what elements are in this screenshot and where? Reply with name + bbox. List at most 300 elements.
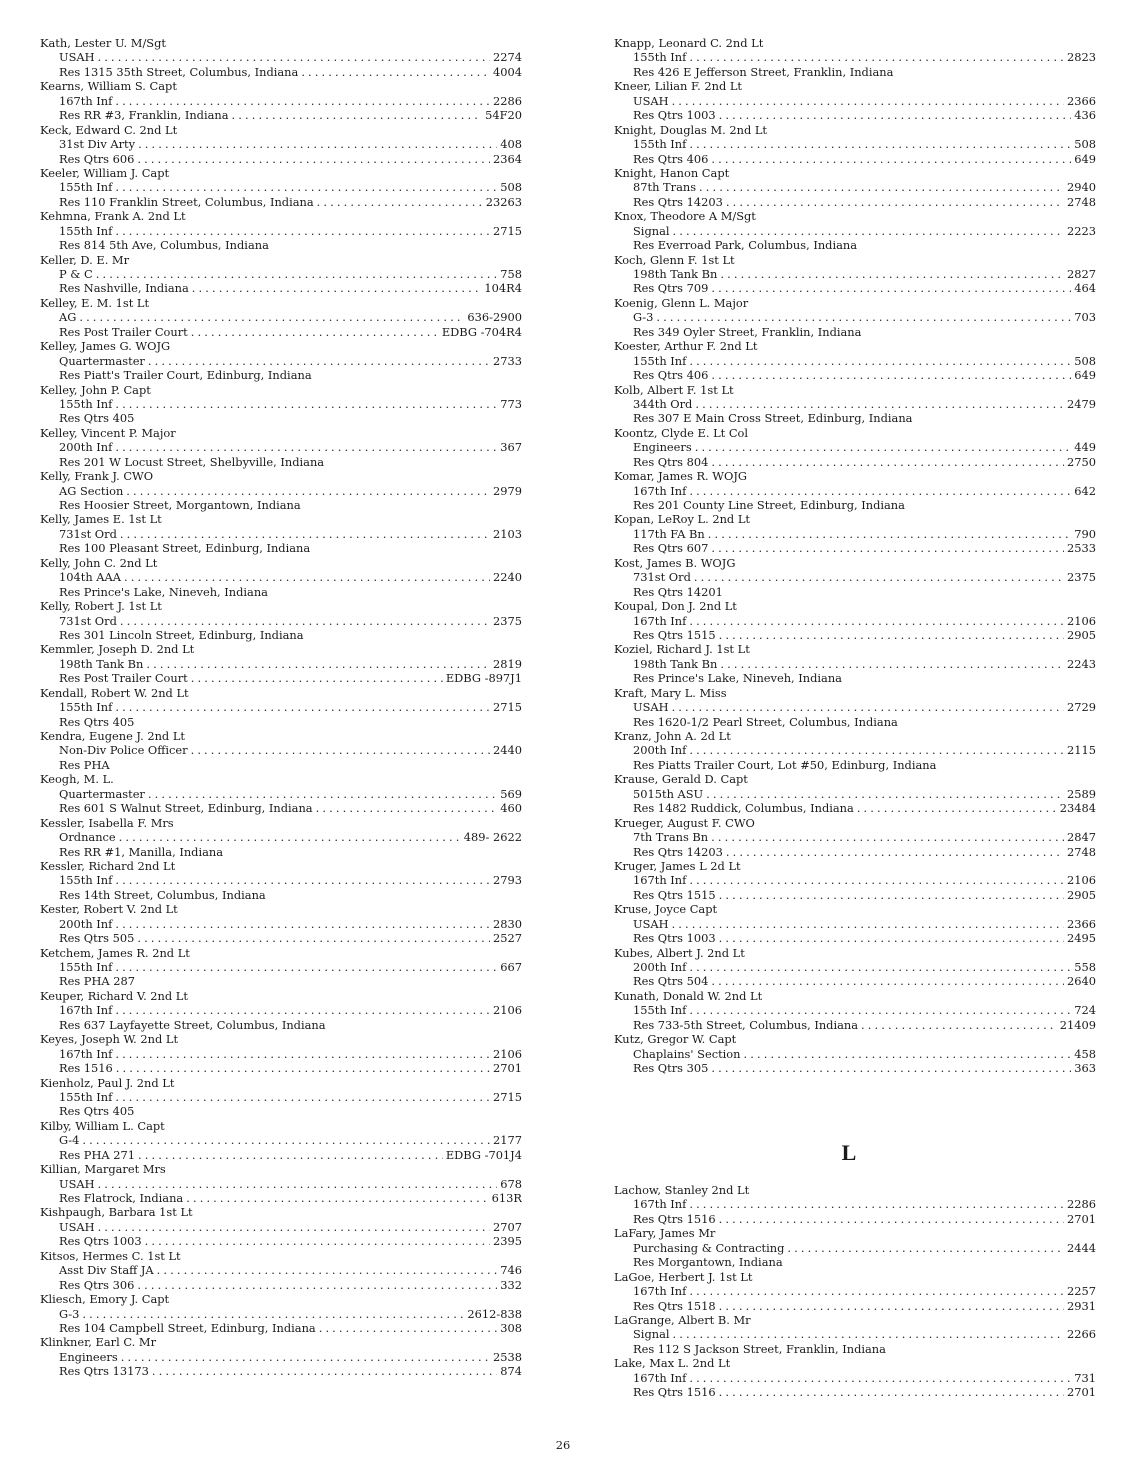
phone-number: 642 bbox=[1074, 483, 1096, 498]
entry-residence-line bbox=[40, 1148, 522, 1162]
directory-entry bbox=[614, 166, 1096, 209]
phone-number: 2366 bbox=[1067, 93, 1096, 108]
dot-leader bbox=[689, 50, 1064, 64]
entry-line-label: Res Qtrs 1003 bbox=[633, 931, 716, 946]
entry-unit-line bbox=[40, 700, 522, 714]
entry-name: LaGoe, Herbert J. 1st Lt bbox=[614, 1269, 753, 1284]
entry-residence-line bbox=[40, 715, 522, 729]
phone-number: 2748 bbox=[1067, 194, 1096, 209]
phone-number: 104R4 bbox=[484, 281, 522, 296]
entry-residence-line bbox=[40, 801, 522, 815]
entry-line-label: 167th Inf bbox=[633, 1284, 687, 1299]
entry-line-label: Res Qtrs 405 bbox=[59, 1104, 135, 1119]
phone-number: EDBG -897J1 bbox=[445, 671, 522, 686]
dot-leader bbox=[720, 657, 1064, 671]
phone-number: 2640 bbox=[1067, 974, 1096, 989]
entry-residence-line bbox=[614, 65, 1096, 79]
entry-line-label: Res 1315 35th Street, Columbus, Indiana bbox=[59, 64, 299, 79]
dot-leader bbox=[711, 1061, 1071, 1075]
entry-unit-line bbox=[614, 787, 1096, 801]
entry-unit-line bbox=[40, 743, 522, 757]
entry-residence-line bbox=[614, 1061, 1096, 1075]
phone-number: 449 bbox=[1074, 440, 1096, 455]
entry-name: Koontz, Clyde E. Lt Col bbox=[614, 425, 749, 440]
directory-entry bbox=[40, 902, 522, 945]
entry-line-label: Res Qtrs 406 bbox=[633, 151, 709, 166]
phone-number: 2257 bbox=[1067, 1284, 1096, 1299]
entry-residence-line bbox=[40, 585, 522, 599]
entry-residence-line bbox=[614, 845, 1096, 859]
dot-leader bbox=[232, 108, 483, 122]
phone-number: 2533 bbox=[1067, 541, 1096, 556]
directory-entry bbox=[40, 383, 522, 426]
phone-number: 636-2900 bbox=[467, 310, 522, 325]
phone-number: 2103 bbox=[493, 526, 522, 541]
phone-number: 2106 bbox=[1067, 613, 1096, 628]
dot-leader bbox=[719, 1299, 1064, 1313]
entry-line-label: Res Qtrs 606 bbox=[59, 151, 135, 166]
entry-line-label: 7th Trans Bn bbox=[633, 830, 709, 845]
phone-number: 367 bbox=[500, 440, 522, 455]
directory-entry bbox=[40, 1119, 522, 1162]
entry-residence-line bbox=[614, 715, 1096, 729]
phone-number: 508 bbox=[1074, 137, 1096, 152]
dot-leader bbox=[115, 397, 497, 411]
dot-leader bbox=[787, 1241, 1064, 1255]
phone-number: 2931 bbox=[1067, 1298, 1096, 1313]
entry-line-label: Engineers bbox=[59, 1349, 118, 1364]
entry-name: Kath, Lester U. M/Sgt bbox=[40, 36, 166, 50]
dot-leader bbox=[672, 700, 1064, 714]
entry-line-label: Res Piatt's Trailer Court, Edinburg, Indiana bbox=[59, 368, 312, 383]
dot-leader bbox=[120, 527, 490, 541]
entry-line-label: 104th AAA bbox=[59, 570, 121, 585]
entry-name: Kelley, Vincent P. Major bbox=[40, 425, 176, 440]
directory-entry bbox=[40, 686, 522, 729]
entry-residence-line bbox=[614, 1255, 1096, 1269]
dot-leader bbox=[121, 1350, 490, 1364]
entry-name: Klinkner, Earl C. Mr bbox=[40, 1335, 157, 1350]
phone-number: 23263 bbox=[485, 194, 522, 209]
entry-name: Kessler, Isabella F. Mrs bbox=[40, 815, 174, 830]
dot-leader bbox=[126, 484, 490, 498]
dot-leader bbox=[689, 137, 1071, 151]
entry-residence-line bbox=[40, 541, 522, 555]
entry-unit-line bbox=[614, 180, 1096, 194]
entry-unit-line bbox=[614, 50, 1096, 64]
directory-entry bbox=[614, 426, 1096, 469]
entry-line-label: Res Qtrs 306 bbox=[59, 1277, 135, 1292]
entry-name: Kolb, Albert F. 1st Lt bbox=[614, 382, 734, 397]
entry-unit-line bbox=[40, 1263, 522, 1277]
directory-entry bbox=[614, 1313, 1096, 1356]
phone-number: 731 bbox=[1074, 1370, 1096, 1385]
directory-entry bbox=[614, 253, 1096, 296]
dot-leader bbox=[719, 888, 1064, 902]
entry-unit-line bbox=[40, 1177, 522, 1191]
directory-entry bbox=[614, 772, 1096, 815]
phone-number: 332 bbox=[500, 1277, 522, 1292]
entry-residence-line bbox=[614, 1342, 1096, 1356]
entry-line-label: 200th Inf bbox=[633, 960, 687, 974]
phone-number: 2793 bbox=[493, 873, 522, 888]
phone-number: 2286 bbox=[493, 93, 522, 108]
entry-residence-line bbox=[40, 931, 522, 945]
entry-unit-line bbox=[614, 137, 1096, 151]
phone-number: 2701 bbox=[1067, 1385, 1096, 1400]
entry-residence-line bbox=[40, 1104, 522, 1118]
entry-line-label: 167th Inf bbox=[59, 93, 113, 108]
entry-residence-line bbox=[40, 498, 522, 512]
dot-leader bbox=[689, 354, 1071, 368]
dot-leader bbox=[689, 1371, 1071, 1385]
directory-entry bbox=[614, 1032, 1096, 1075]
dot-leader bbox=[115, 440, 497, 454]
dot-leader bbox=[191, 671, 443, 685]
section-letter-heading: L bbox=[841, 1140, 857, 1165]
entry-line-label: 200th Inf bbox=[59, 916, 113, 931]
entry-name: Kessler, Richard 2nd Lt bbox=[40, 858, 176, 873]
phone-number: 2830 bbox=[493, 916, 522, 931]
entry-residence-line bbox=[40, 1061, 522, 1075]
entry-line-label: 167th Inf bbox=[633, 873, 687, 888]
phone-number: 2589 bbox=[1067, 786, 1096, 801]
entry-name: Koupal, Don J. 2nd Lt bbox=[614, 599, 737, 614]
entry-unit-line bbox=[40, 570, 522, 584]
entry-line-label: Res Qtrs 709 bbox=[633, 281, 709, 296]
entry-line-label: Res Qtrs 405 bbox=[59, 411, 135, 426]
entry-residence-line bbox=[40, 65, 522, 79]
entry-line-label: Res 637 Layfayette Street, Columbus, Indiana bbox=[59, 1017, 326, 1032]
entry-residence-line bbox=[40, 1191, 522, 1205]
entry-unit-line bbox=[614, 310, 1096, 324]
entry-residence-line bbox=[614, 758, 1096, 772]
entry-line-label: Quartermaster bbox=[59, 786, 145, 801]
directory-entry bbox=[614, 989, 1096, 1032]
entry-line-label: Res Qtrs 14201 bbox=[633, 584, 723, 599]
directory-entry bbox=[614, 36, 1096, 79]
entry-line-label: Res Everroad Park, Columbus, Indiana bbox=[633, 238, 858, 253]
entry-line-label: Res 110 Franklin Street, Columbus, Indiana bbox=[59, 194, 314, 209]
entry-name: Lachow, Stanley 2nd Lt bbox=[614, 1183, 750, 1197]
entry-name: Kunath, Donald W. 2nd Lt bbox=[614, 988, 763, 1003]
directory-entry bbox=[614, 512, 1096, 555]
entry-residence-line bbox=[614, 281, 1096, 295]
entry-line-label: Res Qtrs 804 bbox=[633, 454, 709, 469]
dot-leader bbox=[82, 1307, 464, 1321]
phone-number: 2715 bbox=[493, 223, 522, 238]
dot-leader bbox=[157, 1263, 498, 1277]
directory-entry bbox=[40, 1292, 522, 1335]
phone-number: 569 bbox=[500, 786, 522, 801]
dot-leader bbox=[137, 931, 490, 945]
phone-number: 2823 bbox=[1067, 50, 1096, 65]
directory-entry bbox=[614, 729, 1096, 772]
phone-number: 2364 bbox=[493, 151, 522, 166]
dot-leader bbox=[186, 1191, 488, 1205]
entry-line-label: Res Qtrs 1003 bbox=[633, 108, 716, 123]
dot-leader bbox=[673, 224, 1064, 238]
entry-name: Kopan, LeRoy L. 2nd Lt bbox=[614, 512, 750, 527]
dot-leader bbox=[116, 1061, 490, 1075]
phone-number: 2375 bbox=[1067, 570, 1096, 585]
entry-name: Kost, James B. WOJG bbox=[614, 555, 736, 570]
entry-residence-line bbox=[40, 888, 522, 902]
entry-line-label: G-3 bbox=[633, 310, 654, 325]
dot-leader bbox=[726, 195, 1064, 209]
entry-residence-line bbox=[614, 238, 1096, 252]
entry-line-label: 198th Tank Bn bbox=[59, 656, 144, 671]
entry-residence-line bbox=[40, 974, 522, 988]
entry-unit-line bbox=[614, 94, 1096, 108]
entry-line-label: 155th Inf bbox=[59, 700, 113, 715]
entry-unit-line bbox=[614, 440, 1096, 454]
directory-entry bbox=[614, 123, 1096, 166]
entry-line-label: Res 14th Street, Columbus, Indiana bbox=[59, 887, 266, 902]
entry-line-label: G-3 bbox=[59, 1306, 80, 1321]
directory-entry bbox=[40, 1032, 522, 1075]
entry-name: Keck, Edward C. 2nd Lt bbox=[40, 122, 178, 137]
phone-number: 489- 2622 bbox=[463, 830, 522, 845]
dot-leader bbox=[98, 50, 490, 64]
entry-line-label: Res 1516 bbox=[59, 1061, 113, 1076]
entry-line-label: Ordnance bbox=[59, 830, 116, 845]
dot-leader bbox=[861, 1018, 1057, 1032]
entry-line-label: 731st Ord bbox=[633, 570, 691, 585]
entry-unit-line bbox=[40, 960, 522, 974]
entry-name: Knox, Theodore A M/Sgt bbox=[614, 209, 756, 224]
directory-entry bbox=[40, 296, 522, 339]
phone-number: 2733 bbox=[493, 353, 522, 368]
entry-line-label: 731st Ord bbox=[59, 613, 117, 628]
entry-line-label: Res Piatts Trailer Court, Lot #50, Edinburg, Indiana bbox=[633, 757, 937, 772]
directory-entry bbox=[40, 1249, 522, 1292]
entry-line-label: Res 307 E Main Cross Street, Edinburg, Indiana bbox=[633, 411, 913, 426]
dot-leader bbox=[115, 1047, 490, 1061]
dot-leader bbox=[192, 281, 482, 295]
entry-line-label: 155th Inf bbox=[59, 873, 113, 888]
dot-leader bbox=[316, 801, 498, 815]
dot-leader bbox=[137, 152, 490, 166]
dot-leader bbox=[719, 1385, 1064, 1399]
entry-name: Koenig, Glenn L. Major bbox=[614, 295, 749, 310]
dot-leader bbox=[711, 541, 1064, 555]
entry-line-label: 198th Tank Bn bbox=[633, 656, 718, 671]
phone-number: 2905 bbox=[1067, 627, 1096, 642]
dot-leader bbox=[137, 1278, 497, 1292]
entry-line-label: Res 112 S Jackson Street, Franklin, Indiana bbox=[633, 1341, 886, 1356]
directory-entry bbox=[614, 686, 1096, 729]
directory-entry bbox=[614, 902, 1096, 945]
directory-entry bbox=[614, 859, 1096, 902]
entry-unit-line bbox=[614, 700, 1096, 714]
entry-unit-line bbox=[614, 917, 1096, 931]
entry-line-label: Asst Div Staff JA bbox=[59, 1263, 154, 1278]
entry-line-label: Res 426 E Jefferson Street, Franklin, Indiana bbox=[633, 64, 894, 79]
entry-name: LaGrange, Albert B. Mr bbox=[614, 1312, 751, 1327]
entry-unit-line bbox=[614, 743, 1096, 757]
entry-line-label: Res Qtrs 1515 bbox=[633, 887, 716, 902]
phone-number: 2106 bbox=[493, 1003, 522, 1018]
entry-unit-line bbox=[40, 310, 522, 324]
entry-line-label: Res Qtrs 1515 bbox=[633, 627, 716, 642]
entry-unit-line bbox=[40, 137, 522, 151]
entry-residence-line bbox=[40, 325, 522, 339]
dot-leader bbox=[720, 267, 1064, 281]
directory-entry bbox=[40, 1076, 522, 1119]
entry-name: Kelley, James G. WOJG bbox=[40, 339, 171, 354]
entry-line-label: Res Nashville, Indiana bbox=[59, 281, 189, 296]
entry-line-label: Res 301 Lincoln Street, Edinburg, Indiana bbox=[59, 627, 304, 642]
entry-line-label: 155th Inf bbox=[59, 223, 113, 238]
entry-residence-line bbox=[40, 368, 522, 382]
entry-line-label: Res Prince's Lake, Nineveh, Indiana bbox=[59, 584, 268, 599]
dot-leader bbox=[706, 787, 1064, 801]
entry-line-label: Res 1482 Ruddick, Columbus, Indiana bbox=[633, 801, 854, 816]
directory-entry bbox=[614, 1226, 1096, 1269]
phone-number: 408 bbox=[500, 137, 522, 152]
entry-name: Koch, Glenn F. 1st Lt bbox=[614, 252, 735, 267]
entry-unit-line bbox=[614, 657, 1096, 671]
entry-line-label: 731st Ord bbox=[59, 526, 117, 541]
dot-leader bbox=[689, 1197, 1064, 1211]
entry-line-label: Res 814 5th Ave, Columbus, Indiana bbox=[59, 238, 269, 253]
right-column bbox=[614, 36, 1096, 1076]
entry-residence-line bbox=[40, 1321, 522, 1335]
phone-number: 308 bbox=[500, 1320, 522, 1335]
phone-number: 2274 bbox=[493, 50, 522, 65]
entry-line-label: Res Post Trailer Court bbox=[59, 324, 188, 339]
phone-number: 460 bbox=[500, 801, 522, 816]
phone-number: 2266 bbox=[1067, 1327, 1096, 1342]
dot-leader bbox=[124, 570, 490, 584]
entry-unit-line bbox=[40, 1350, 522, 1364]
entry-unit-line bbox=[40, 1133, 522, 1147]
entry-line-label: Res PHA bbox=[59, 757, 110, 772]
entry-unit-line bbox=[614, 960, 1096, 974]
phone-number: 2979 bbox=[493, 483, 522, 498]
entry-line-label: Quartermaster bbox=[59, 353, 145, 368]
entry-residence-line bbox=[614, 1299, 1096, 1313]
phone-number: 2715 bbox=[493, 1089, 522, 1104]
directory-entry bbox=[614, 1356, 1096, 1399]
entry-residence-line bbox=[614, 368, 1096, 382]
entry-name: LaFary, James Mr bbox=[614, 1226, 716, 1241]
entry-unit-line bbox=[40, 830, 522, 844]
entry-unit-line bbox=[614, 397, 1096, 411]
directory-entry bbox=[40, 989, 522, 1032]
entry-name: Kearns, William S. Capt bbox=[40, 79, 177, 94]
dot-leader bbox=[115, 917, 490, 931]
dot-leader bbox=[319, 1321, 498, 1335]
entry-name: Kendall, Robert W. 2nd Lt bbox=[40, 685, 189, 700]
entry-name: Kruger, James L 2d Lt bbox=[614, 858, 741, 873]
entry-name: Keller, D. E. Mr bbox=[40, 252, 130, 267]
entry-residence-line bbox=[614, 801, 1096, 815]
phone-number: 436 bbox=[1074, 108, 1096, 123]
directory-entry bbox=[40, 556, 522, 599]
entry-residence-line bbox=[614, 325, 1096, 339]
dot-leader bbox=[96, 267, 497, 281]
dot-leader bbox=[301, 65, 490, 79]
entry-unit-line bbox=[614, 1371, 1096, 1385]
directory-entry bbox=[40, 816, 522, 859]
dot-leader bbox=[694, 570, 1064, 584]
entry-line-label: 117th FA Bn bbox=[633, 526, 705, 541]
phone-number: 2527 bbox=[493, 931, 522, 946]
entry-unit-line bbox=[614, 570, 1096, 584]
entry-name: Knapp, Leonard C. 2nd Lt bbox=[614, 36, 764, 50]
entry-line-label: 155th Inf bbox=[59, 180, 113, 195]
entry-line-label: Res Flatrock, Indiana bbox=[59, 1191, 184, 1205]
entry-name: Kendra, Eugene J. 2nd Lt bbox=[40, 729, 185, 743]
entry-line-label: AG bbox=[59, 310, 77, 325]
phone-number: 2495 bbox=[1067, 931, 1096, 946]
entry-residence-line bbox=[614, 541, 1096, 555]
entry-line-label: Non-Div Police Officer bbox=[59, 743, 188, 758]
entry-residence-line bbox=[40, 671, 522, 685]
entry-line-label: 155th Inf bbox=[633, 50, 687, 65]
entry-unit-line bbox=[40, 873, 522, 887]
directory-entry bbox=[40, 166, 522, 209]
entry-line-label: 87th Trans bbox=[633, 180, 697, 195]
entry-line-label: USAH bbox=[633, 916, 669, 931]
phone-number: 2748 bbox=[1067, 844, 1096, 859]
left-column bbox=[40, 36, 522, 1379]
dot-leader bbox=[711, 368, 1071, 382]
entry-residence-line bbox=[40, 1364, 522, 1378]
entry-unit-line bbox=[40, 440, 522, 454]
entry-line-label: Res Qtrs 14203 bbox=[633, 194, 723, 209]
entry-line-label: Res 100 Pleasant Street, Edinburg, Indiana bbox=[59, 541, 311, 556]
entry-unit-line bbox=[40, 484, 522, 498]
entry-name: Koester, Arthur F. 2nd Lt bbox=[614, 339, 758, 354]
directory-entry bbox=[40, 1162, 522, 1205]
entry-line-label: Signal bbox=[633, 223, 670, 238]
directory-entry bbox=[40, 859, 522, 902]
phone-number: 2395 bbox=[493, 1234, 522, 1249]
entry-unit-line bbox=[614, 1047, 1096, 1061]
entry-line-label: 167th Inf bbox=[633, 483, 687, 498]
dot-leader bbox=[726, 845, 1064, 859]
entry-name: Kraft, Mary L. Miss bbox=[614, 685, 727, 700]
entry-line-label: Purchasing & Contracting bbox=[633, 1240, 785, 1255]
entry-line-label: USAH bbox=[59, 50, 95, 65]
entry-residence-line bbox=[614, 888, 1096, 902]
entry-name: Kelly, James E. 1st Lt bbox=[40, 512, 162, 527]
entry-name: Krueger, August F. CWO bbox=[614, 815, 755, 830]
entry-unit-line bbox=[614, 873, 1096, 887]
directory-entry bbox=[40, 253, 522, 296]
phone-number: 2905 bbox=[1067, 887, 1096, 902]
entry-unit-line bbox=[614, 484, 1096, 498]
phone-number: 2729 bbox=[1067, 700, 1096, 715]
entry-unit-line bbox=[40, 50, 522, 64]
entry-unit-line bbox=[614, 1003, 1096, 1017]
entry-residence-line bbox=[40, 758, 522, 772]
entry-name: Keuper, Richard V. 2nd Lt bbox=[40, 988, 188, 1003]
entry-line-label: Res 601 S Walnut Street, Edinburg, Indiana bbox=[59, 801, 313, 816]
dot-leader bbox=[79, 310, 464, 324]
entry-line-label: 155th Inf bbox=[633, 1003, 687, 1018]
entry-residence-line bbox=[40, 238, 522, 252]
entry-line-label: Res Qtrs 505 bbox=[59, 931, 135, 946]
entry-unit-line bbox=[40, 527, 522, 541]
phone-number: 2612-838 bbox=[467, 1306, 522, 1321]
dot-leader bbox=[317, 195, 483, 209]
entry-unit-line bbox=[614, 1327, 1096, 1341]
directory-entry bbox=[40, 36, 522, 79]
